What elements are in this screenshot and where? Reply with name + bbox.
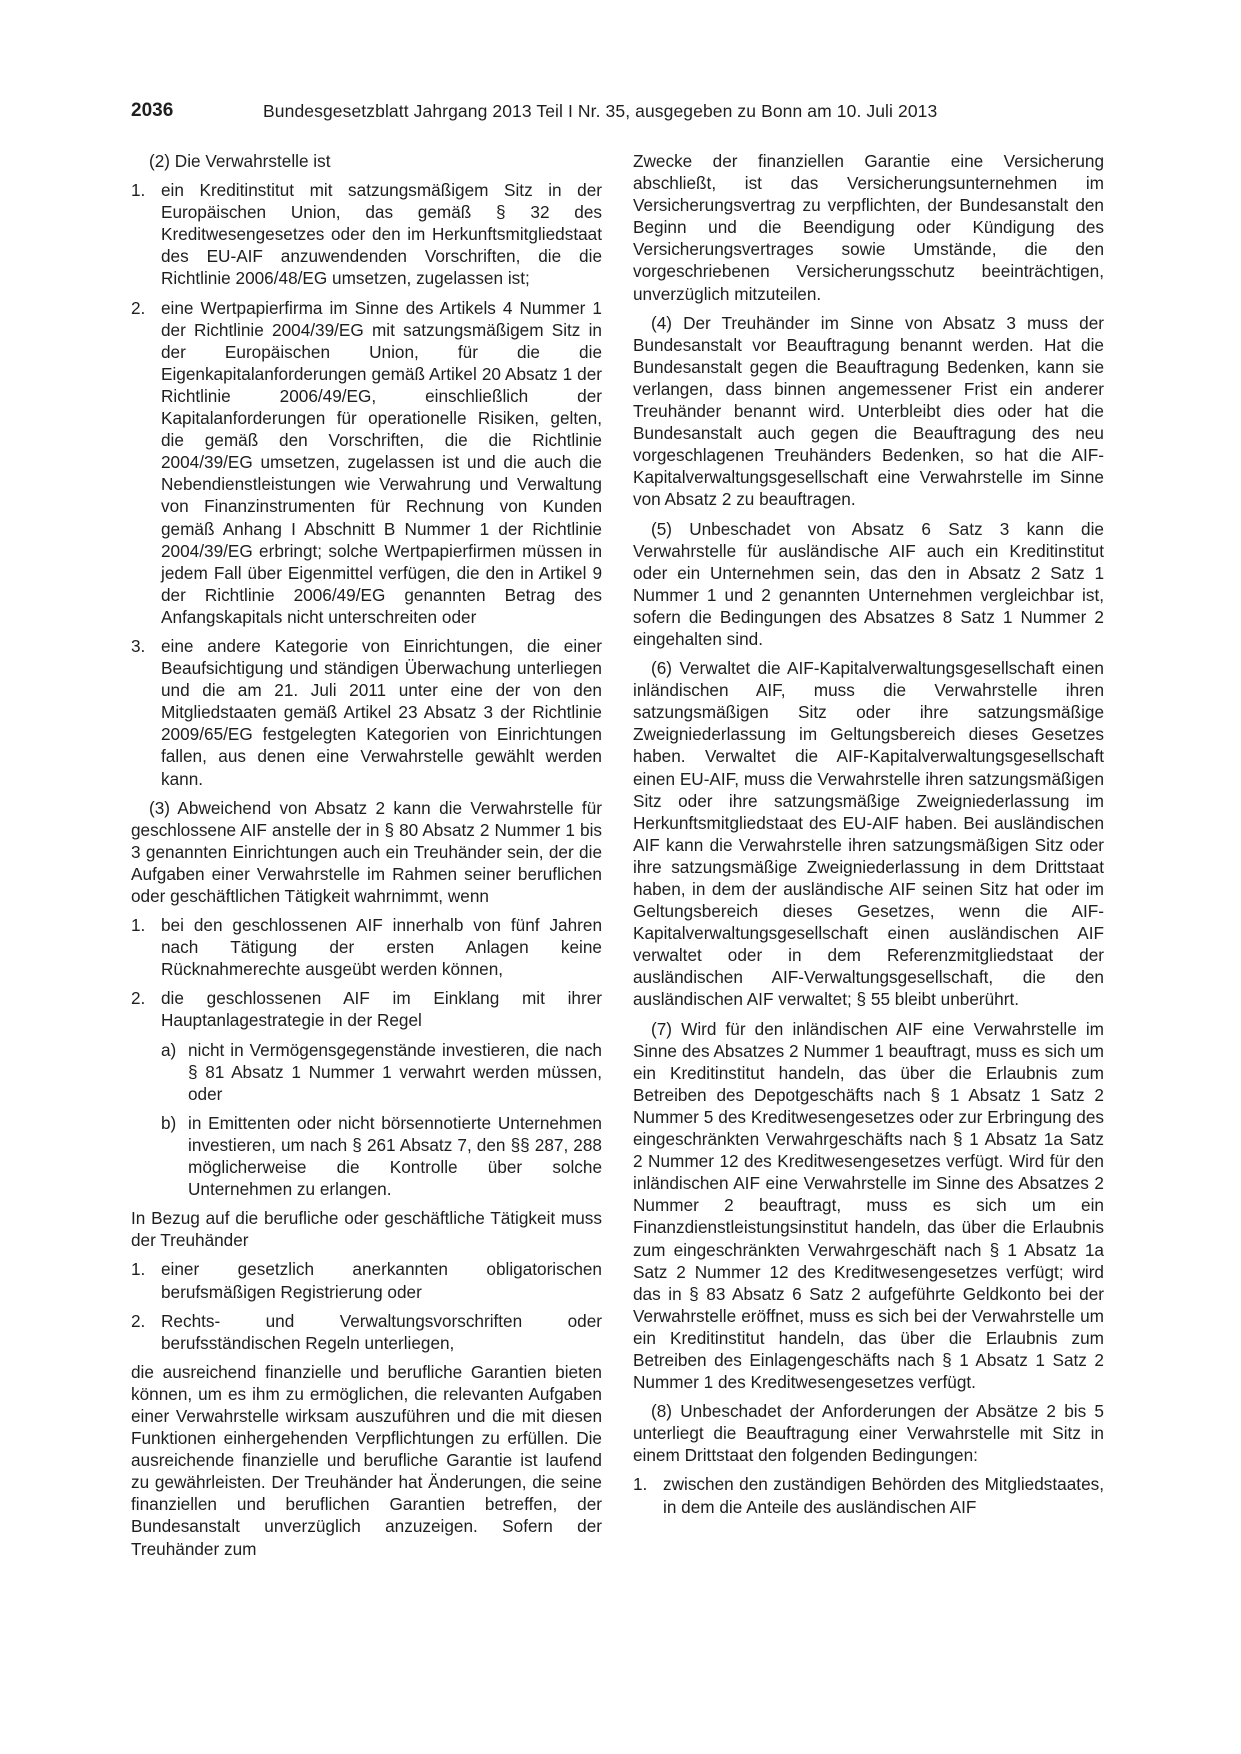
paragraph-3-continued: Zwecke der finanziellen Garantie eine Versicherung abschließt, ist das Versicherungsunternehmen im Versicherungsvertrag zu verpflichten, der Bundesanstalt den Beginn und die Beendigung oder Kündigung des Versicherungsvertrages sowie Umstände, die den vorgeschriebenen Versicherungsschutz beeinträchtigen, unverzüglich mitzuteilen. <box>633 151 1104 304</box>
running-title: Bundesgesetzblatt Jahrgang 2013 Teil I Nr. 35, ausgegeben zu Bonn am 10. Juli 2013 <box>263 101 938 121</box>
paragraph-5: (5) Unbeschadet von Absatz 6 Satz 3 kann die Verwahrstelle für ausländische AIF auch ein Kreditinstitut oder ein Unternehmen sein, das den in Absatz 2 Satz 1 Nummer 1 und 2 genannten Unternehmen vergleichbar ist, sofern die Bedingungen des Absatzes 8 Satz 1 Nummer 2 eingehalten sind. <box>633 518 1104 649</box>
list-number: 1. <box>131 1259 146 1280</box>
list-text: die geschlossenen AIF im Einklang mit ihrer Hauptanlagestrategie in der Regel <box>161 988 602 1031</box>
page-header <box>131 100 1111 130</box>
paragraph-7: (7) Wird für den inländischen AIF eine Verwahrstelle im Sinne des Absatzes 2 Nummer 1 beauftragt, muss es sich um ein Kreditinstitut handeln, das über die Erlaubnis zum Betreiben des Depotgeschäfts nach § 1 Absatz 1 Satz 2 Nummer 5 des Kreditwesengesetzes oder zur Erbringung des eingeschränkten Verwahrgeschäfts nach § 1 Absatz 1a Satz 2 Nummer 12 des Kreditwesengesetzes verfügt. Wird für den inländischen AIF eine Verwahrstelle im Sinne des Absatzes 2 Nummer 2 beauftragt, muss es sich um ein Finanzdienstleistungsinstitut handeln, das über die Erlaubnis zum eingeschränkten Verwahrgeschäft nach § 1 Absatz 1a Satz 2 Nummer 12 des Kreditwesengesetzes verfügt; wird das in § 83 Absatz 6 Satz 2 aufgeführte Geldkonto bei der Verwahrstelle eröffnet, muss es sich bei der Verwahrstelle um ein Kreditinstitut handeln, das über die Erlaubnis zum Betreiben des Einlagengeschäfts nach § 1 Absatz 1 Satz 2 Nummer 1 des Kreditwesengesetzes verfügt. <box>633 1018 1104 1393</box>
list-item <box>131 179 602 289</box>
list-number: 2. <box>131 988 146 1009</box>
sub-list-item <box>161 1112 602 1200</box>
list-text: eine Wertpapierfirma im Sinne des Artikels 4 Nummer 1 der Richtlinie 2004/39/EG mit satzungsmäßigem Sitz in der Europäischen Union, für die die Eigenkapitalanforderungen gemäß Artikel 20 Absatz 1 der Richtlinie 2006/49/EG, einschließlich der Kapitalanforderungen für operationelle Risiken, gelten, die gemäß den Vorschriften, die die Richtlinie 2004/39/EG umsetzen, zugelassen ist und die auch die Nebendienstleistungen wie Verwahrung und Verwaltung von Finanzinstrumenten für Rechnung von Kunden gemäß Anhang I Abschnitt B Nummer 1 der Richtlinie 2004/39/EG erbringt; solche Wertpapierfirmen müssen in jedem Fall über Eigenmittel verfügen, die den in Artikel 9 der Richtlinie 2006/49/EG genannten Betrag des Anfangskapitals nicht unterschreiten oder <box>161 297 602 627</box>
paragraph-3-intro: (3) Abweichend von Absatz 2 kann die Verwahrstelle für geschlossene AIF anstelle der in § 80 Absatz 2 Nummer 1 bis 3 genannten Einrichtungen auch ein Treuhänder sein, der die Aufgaben einer Verwahrstelle im Rahmen seiner beruflichen oder geschäftlichen Tätigkeit wahrnimmt, wenn <box>131 797 602 906</box>
paragraph-4: (4) Der Treuhänder im Sinne von Absatz 3 muss der Bundesanstalt vor Beauftragung benannt werden. Hat die Bundesanstalt gegen die Beauftragung Bedenken, kann sie verlangen, dass binnen angemessener Frist ein anderer Treuhänder benannt wird. Unterbleibt dies oder hat die Bundesanstalt auch gegen die Beauftragung des neu vorgeschlagenen Treuhänders Bedenken, so hat die AIF-Kapitalverwaltungsgesellschaft eine Verwahrstelle im Sinne von Absatz 2 zu beauftragen. <box>633 312 1104 510</box>
list-number: 2. <box>131 1310 146 1331</box>
list-text: zwischen den zuständigen Behörden des Mitgliedstaates, in dem die Anteile des ausländischen AIF <box>663 1474 1104 1517</box>
list-number: 3. <box>131 635 146 656</box>
list-item <box>633 1473 1104 1517</box>
list-item <box>131 1310 602 1354</box>
list-item <box>131 1258 602 1302</box>
sub-list-letter: b) <box>161 1112 177 1133</box>
paragraph-6: (6) Verwaltet die AIF-Kapitalverwaltungsgesellschaft einen inländischen AIF, muss die Verwahrstelle ihren satzungsmäßigen Sitz oder ihre satzungsmäßige Zweigniederlassung im Geltungsbereich dieses Gesetzes haben. Verwaltet die AIF-Kapitalverwaltungsgesellschaft einen EU-AIF, muss die Verwahrstelle ihren satzungsmäßigen Sitz oder ihre satzungsmäßige Zweigniederlassung im Herkunftsmitgliedstaat des EU-AIF haben. Bei ausländischen AIF kann die Verwahrstelle ihren satzungsmäßigen Sitz oder ihre satzungsmäßige Zweigniederlassung in dem Drittstaat haben, in dem der ausländische AIF seinen Sitz hat oder im Geltungsbereich dieses Gesetzes, wenn die AIF-Kapitalverwaltungsgesellschaft einen ausländischen AIF verwaltet oder in dem Referenzmitgliedstaat der ausländischen AIF-Verwaltungsgesellschaft, die den ausländischen AIF verwaltet; § 55 bleibt unberührt. <box>633 658 1104 1010</box>
list-text: Rechts- und Verwaltungsvorschriften oder berufsständischen Regeln unterliegen, <box>161 1310 602 1353</box>
sub-list-letter: a) <box>161 1039 177 1060</box>
paragraph-3-closing: die ausreichend finanzielle und berufliche Garantien bieten können, um es ihm zu ermöglichen, die relevanten Aufgaben einer Verwahrstelle wirksam auszuführen und die mit diesen Funktionen einhergehenden Verpflichtungen zu erfüllen. Die ausreichende finanzielle und berufliche Garantie ist laufend zu gewährleisten. Der Treuhänder hat Änderungen, die seine finanziellen und beruflichen Garantien betreffen, der Bundesanstalt unverzüglich anzuzeigen. Sofern der Treuhänder zum <box>131 1361 602 1559</box>
sub-list-text: nicht in Vermögensgegenstände investieren, die nach § 81 Absatz 1 Nummer 1 verwahrt werden müssen, oder <box>188 1039 602 1104</box>
paragraph-3-bezug: In Bezug auf die berufliche oder geschäftliche Tätigkeit muss der Treuhänder <box>131 1208 602 1251</box>
list-number: 1. <box>131 915 146 936</box>
sub-list-text: in Emittenten oder nicht börsennotierte Unternehmen investieren, um nach § 261 Absatz 7, den §§ 287, 288 möglicherweise die Kontrolle über solche Unternehmen zu erlangen. <box>188 1112 602 1200</box>
list-item <box>131 914 602 980</box>
list-number: 2. <box>131 297 146 318</box>
list-text: ein Kreditinstitut mit satzungsmäßigem Sitz in der Europäischen Union, das gemäß § 32 des Kreditwesengesetzes oder den im Herkunftsmitgliedstaat des EU-AIF anzuwendenden Vorschriften, die die Richtlinie 2006/48/EG umsetzen, zugelassen ist; <box>161 180 602 289</box>
sub-list-item <box>161 1039 602 1105</box>
list-number: 1. <box>131 180 146 201</box>
list-text: bei den geschlossenen AIF innerhalb von fünf Jahren nach Tätigung der ersten Anlagen keine Rücknahmerechte ausgeübt werden können, <box>161 915 602 980</box>
list-item <box>131 987 602 1031</box>
right-column <box>633 150 1104 1525</box>
page-number: 2036 <box>131 100 174 121</box>
paragraph-2-intro: (2) Die Verwahrstelle ist <box>149 151 331 171</box>
list-item <box>131 297 602 628</box>
left-column <box>131 150 602 1567</box>
list-item <box>131 635 602 790</box>
list-text: einer gesetzlich anerkannten obligatorischen berufsmäßigen Registrierung oder <box>161 1259 602 1302</box>
list-text: eine andere Kategorie von Einrichtungen, die einer Beaufsichtigung und ständigen Überwachung unterliegen und die am 21. Juli 2011 unter eine der von den Mitgliedstaaten gemäß Artikel 23 Absatz 3 der Richtlinie 2009/65/EG festgelegten Kategorien von Einrichtungen fallen, aus denen eine Verwahrstelle gewählt werden kann. <box>161 635 602 789</box>
paragraph-8: (8) Unbeschadet der Anforderungen der Absätze 2 bis 5 unterliegt die Beauftragung einer Verwahrstelle mit Sitz in einem Drittstaat den folgenden Bedingungen: <box>633 1401 1104 1466</box>
list-number: 1. <box>633 1474 648 1495</box>
